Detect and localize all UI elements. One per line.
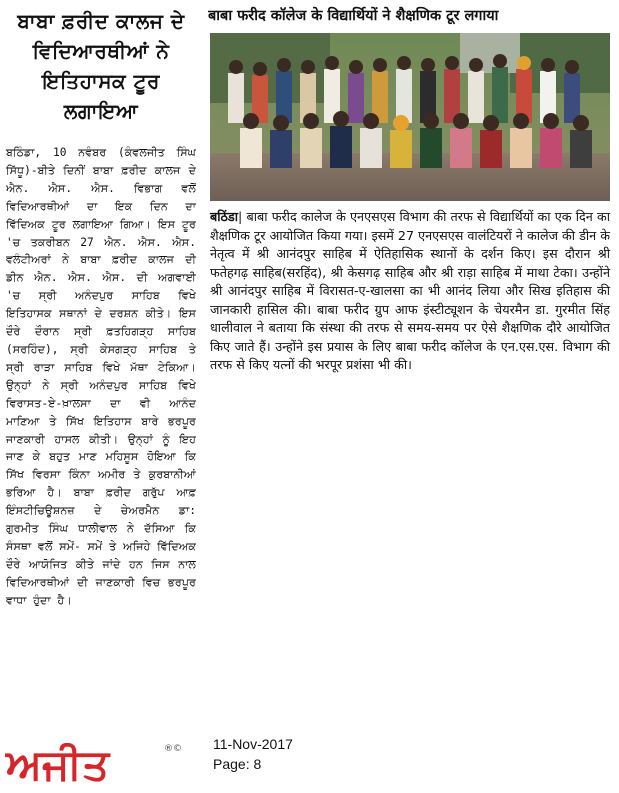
ajit-logo-text: ਅਜੀਤ <box>6 740 110 789</box>
dateline-separator: | <box>237 209 247 224</box>
footer-date: 11-Nov-2017 <box>213 736 293 752</box>
hindi-article-header <box>208 6 614 26</box>
punjabi-headline: ਬਾਬਾ ਫ਼ਰੀਦ ਕਾਲਜ ਦੇ ਵਿਦਿਆਰਥੀਆਂ ਨੇ ਇਤਿਹਾਸਕ ਟੂਰ ਲਗਾਇਆ <box>17 9 185 123</box>
footer-page: Page: 8 <box>213 756 262 772</box>
back-row <box>228 54 580 123</box>
group-photo <box>210 33 610 201</box>
hindi-dateline: बठिंडा <box>210 209 238 224</box>
hindi-body: बाबा फरीद कालेज के एनएसएस विभाग की तरफ से विद्यार्थियों का एक दिन का शैक्षणिक टूर आयोजित किया गया। इसमें 27 एनएसएस वालंटियरों ने कालेज की डीन के नेतृत्व में श्री आनंदपुर साहिब में ऐतिहासिक स्थानों के दर्शन किए। इस दौरान श्री फतेहगढ़ साहिब(सरहिंद), श्री केसगढ़ साहिब और श्री राड़ा साहिब में माथा टेका। उन्होंने श्री आनंदपुर साहिब में विरासत-ए-खालसा का भी आनंद लिया और सिख इतिहास की जानकारी हासिल की। बाबा फरीद ग्रुप आफ इंस्टीट्यूशन के चेयरमैन डा. गुरमीत सिंह धालीवाल ने बताया कि संस्था की तरफ से समय-समय पर ऐसे शैक्षणिक दौरे आयोजित किए जाते हैं। उन्होंने इस प्रयास के लिए बाबा फरीद कॉलेज के एन.एस.एस. विभाग की तरफ से किए यत्नों की भरपूर प्रशंसा भी की। <box>210 209 610 372</box>
ajit-logo <box>4 735 194 789</box>
punjabi-article <box>6 6 196 621</box>
punjabi-body: ਬਠਿੰਡਾ, 10 ਨਵੰਬਰ (ਕੰਵਲਜੀਤ ਸਿੰਘ ਸਿੱਧੂ)-ਬੀਤੇ ਦਿਨੀਂ ਬਾਬਾ ਫ਼ਰੀਦ ਕਾਲਜ ਦੇ ਐਨ. ਐਸ. ਐਸ. ਵਿਭਾਗ ਵਲੋਂ ਵਿਦਿਆਰਥੀਆਂ ਦਾ ਇਕ ਦਿਨ ਦਾ ਵਿੱਦਿਅਕ ਟੂਰ ਲਗਾਇਆ ਗਿਆ। ਇਸ ਟੂਰ 'ਚ ਤਕਰੀਬਨ 27 ਐਨ. ਐਸ. ਐਸ. ਵਲੰਟੀਅਰਾਂ ਨੇ ਬਾਬਾ ਫ਼ਰੀਦ ਕਾਲਜ ਦੀ ਡੀਨ ਐਨ. ਐਸ. ਐਸ. ਦੀ ਅਗਵਾਈ 'ਚ ਸ੍ਰੀ ਅਨੰਦਪੁਰ ਸਾਹਿਬ ਵਿਖੇ ਇਤਿਹਾਸਕ ਸਥਾਨਾਂ ਦੇ ਦਰਸ਼ਨ ਕੀਤੇ। ਇਸ ਦੌਰੇ ਦੌਰਾਨ ਸ੍ਰੀ ਫ਼ਤਹਿਗੜ੍ਹ ਸਾਹਿਬ (ਸਰਹਿੰਦ), ਸ੍ਰੀ ਕੇਸਗੜ੍ਹ ਸਾਹਿਬ ਤੇ ਸ੍ਰੀ ਰਾੜਾ ਸਾਹਿਬ ਵਿਖੇ ਮੱਥਾ ਟੇਕਿਆ। ਉਨ੍ਹਾਂ ਨੇ ਸ੍ਰੀ ਅਨੰਦਪੁਰ ਸਾਹਿਬ ਵਿਖੇ ਵਿਰਾਸਤ-ਏ-ਖ਼ਾਲਸਾ ਦਾ ਵੀ ਆਨੰਦ ਮਾਣਿਆ ਤੇ ਸਿੱਖ ਇਤਿਹਾਸ ਬਾਰੇ ਭਰਪੂਰ ਜਾਣਕਾਰੀ ਹਾਸਲ ਕੀਤੀ। ਉਨ੍ਹਾਂ ਨੂੰ ਇਹ ਜਾਣ ਕੇ ਬਹੁਤ ਮਾਣ ਮਹਿਸੂਸ ਹੋਇਆ ਕਿ ਸਿੱਖ ਵਿਰਸਾ ਕਿੰਨਾ ਅਮੀਰ ਤੇ ਕੁਰਬਾਨੀਆਂ ਭਰਿਆ ਹੈ। ਬਾਬਾ ਫ਼ਰੀਦ ਗਰੁੱਪ ਆਫ਼ ਇੰਸਟੀਚਿਊਸ਼ਨਜ਼ ਦੇ ਚੇਅਰਮੈਨ ਡਾ: ਗੁਰਮੀਤ ਸਿੰਘ ਧਾਲੀਵਾਲ ਨੇ ਦੱਸਿਆ ਕਿ ਸੰਸਥਾ ਵਲੋਂ ਸਮੇਂ- ਸਮੇਂ ਤੇ ਅਜਿਹੇ ਵਿੱਦਿਅਕ ਦੌਰੇ ਆਯੋਜਿਤ ਕੀਤੇ ਜਾਂਦੇ ਹਨ ਜਿਸ ਨਾਲ ਵਿਦਿਆਰਥੀਆਂ ਦੀ ਜਾਣਕਾਰੀ ਵਿਚ ਭਰਪੂਰ ਵਾਧਾ ਹੁੰਦਾ ਹੈ। <box>6 146 196 607</box>
registered-marks: ®© <box>164 744 182 754</box>
hindi-headline: बाबा फरीद कॉलेज के विद्यार्थियों ने शैक्षणिक टूर लगाया <box>208 8 499 24</box>
hindi-body-paragraph <box>210 208 610 375</box>
